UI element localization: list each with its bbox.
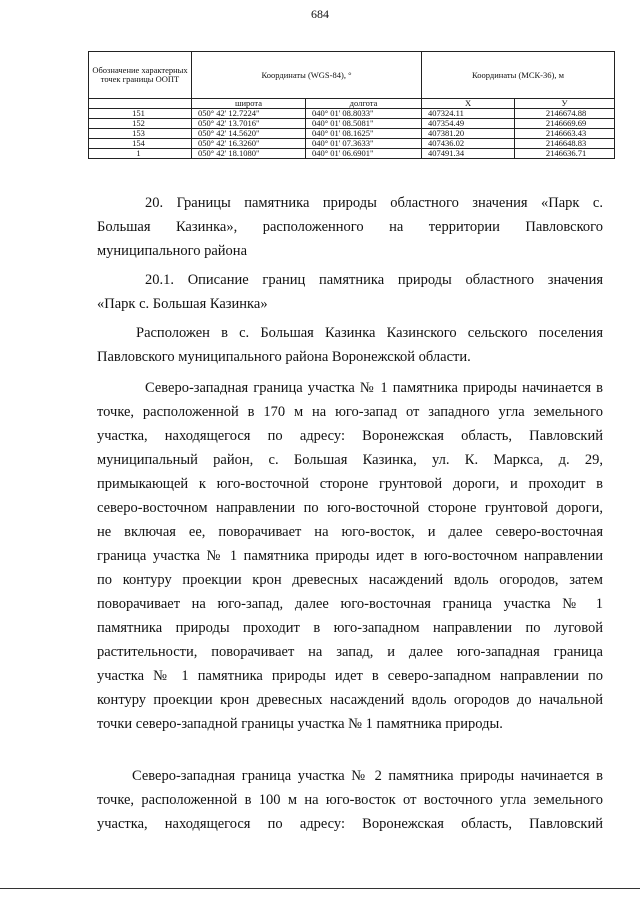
header-x: X xyxy=(422,99,515,109)
paragraph-plot-1 xyxy=(97,376,603,736)
paragraph-line: Северо-западная граница участка № 2 памятника природы начинается в xyxy=(132,768,603,784)
cell-latitude: 050° 42' 14.5620" xyxy=(192,129,306,139)
paragraph-plot-2 xyxy=(97,764,603,836)
paragraph-line: памятника природы проходит в юго-западном направлении по луговой xyxy=(97,620,603,636)
paragraph-line: Расположен в с. Большая Казинка Казинского сельского поселения xyxy=(136,325,603,341)
cell-longitude: 040° 01' 06.6901" xyxy=(306,149,422,159)
cell-x: 407381.20 xyxy=(422,129,515,139)
paragraph-location xyxy=(97,321,603,369)
header-msk36: Координаты (МСК-36), м xyxy=(422,52,615,99)
paragraph-line: по контуру проекции крон древесных насаждений вдоль огородов, затем xyxy=(97,572,603,588)
cell-y: 2146674.88 xyxy=(515,109,615,119)
cell-y: 2146669.69 xyxy=(515,119,615,129)
cell-point-id: 154 xyxy=(89,139,192,149)
table-row xyxy=(89,149,615,159)
paragraph-line: растительности, поворачивает на запад, и далее юго-западная граница xyxy=(97,644,603,660)
subsection-heading-line: 20.1. Описание границ памятника природы областного значения xyxy=(145,272,603,288)
cell-longitude: 040° 01' 07.3633" xyxy=(306,139,422,149)
cell-latitude: 050° 42' 13.7016" xyxy=(192,119,306,129)
section-heading-line: 20. Границы памятника природы областного значения «Парк с. xyxy=(145,195,603,211)
paragraph-line: Северо-западная граница участка № 1 памятника природы начинается в xyxy=(145,380,603,396)
cell-point-id: 152 xyxy=(89,119,192,129)
cell-y: 2146663.43 xyxy=(515,129,615,139)
section-heading-line: Большая Казинка», расположенного на территории Павловского xyxy=(97,219,603,235)
cell-latitude: 050° 42' 18.1080" xyxy=(192,149,306,159)
cell-x: 407436.02 xyxy=(422,139,515,149)
section-heading-line: муниципального района xyxy=(97,243,247,259)
subsection-heading-line: «Парк с. Большая Казинка» xyxy=(97,296,268,312)
paragraph-line: примыкающей к юго-восточной стороне грунтовой дороги, и проходит в xyxy=(97,476,603,492)
paragraph-line: точке, расположенной в 100 м на юго-восток от восточного угла земельного xyxy=(97,792,603,808)
header-longitude: долгота xyxy=(306,99,422,109)
table-row xyxy=(89,109,615,119)
header-latitude: широта xyxy=(192,99,306,109)
header-wgs84: Координаты (WGS-84), ° xyxy=(192,52,422,99)
paragraph-line: участка, находящегося по адресу: Воронежская область, Павловский xyxy=(97,428,603,444)
table-row xyxy=(89,119,615,129)
header-empty xyxy=(89,99,192,109)
cell-x: 407491.34 xyxy=(422,149,515,159)
cell-latitude: 050° 42' 12.7224" xyxy=(192,109,306,119)
cell-x: 407324.11 xyxy=(422,109,515,119)
cell-point-id: 153 xyxy=(89,129,192,139)
paragraph-line: участка, находящегося по адресу: Воронежская область, Павловский xyxy=(97,816,603,832)
paragraph-line: северо-восточном направлении по юго-восточной стороне грунтовой дороги, xyxy=(97,500,603,516)
paragraph-line: точке, расположенной в 170 м на юго-запад от западного угла земельного xyxy=(97,404,603,420)
paragraph-line: муниципальный район, с. Большая Казинка, ул. К. Маркса, д. 29, xyxy=(97,452,603,468)
cell-longitude: 040° 01' 08.1625" xyxy=(306,129,422,139)
paragraph-line: граница участка № 1 памятника природы идет в юго-восточном направлении xyxy=(97,548,603,564)
paragraph-line: контуру проекции крон древесных насаждений вдоль огородов до начальной xyxy=(97,692,603,708)
cell-point-id: 1 xyxy=(89,149,192,159)
cell-point-id: 151 xyxy=(89,109,192,119)
paragraph-line: участка № 1 памятника природы идет в северо-западном направлении по xyxy=(97,668,603,684)
table-row xyxy=(89,129,615,139)
cell-latitude: 050° 42' 16.3260" xyxy=(192,139,306,149)
page-bottom-rule xyxy=(0,888,640,889)
header-y: У xyxy=(515,99,615,109)
page-number: 684 xyxy=(311,7,329,21)
table-row xyxy=(89,139,615,149)
cell-longitude: 040° 01' 08.8033" xyxy=(306,109,422,119)
paragraph-line: точки северо-западной границы участка № 1 памятника природы. xyxy=(97,716,503,732)
cell-y: 2146636.71 xyxy=(515,149,615,159)
cell-x: 407354.49 xyxy=(422,119,515,129)
paragraph-line: поворачивает на юго-запад, далее юго-восточная граница участка № 1 xyxy=(97,596,603,612)
cell-longitude: 040° 01' 08.5081" xyxy=(306,119,422,129)
subsection-heading xyxy=(97,268,603,316)
paragraph-line: не включая ее, поворачивает на юго-восток, и далее северо-восточная xyxy=(97,524,603,540)
header-point-id: Обозначение характерных точек границы ООПТ xyxy=(89,52,192,99)
coordinates-table xyxy=(88,51,615,159)
paragraph-line: Павловского муниципального района Воронежской области. xyxy=(97,349,471,365)
cell-y: 2146648.83 xyxy=(515,139,615,149)
section-heading xyxy=(97,191,603,263)
